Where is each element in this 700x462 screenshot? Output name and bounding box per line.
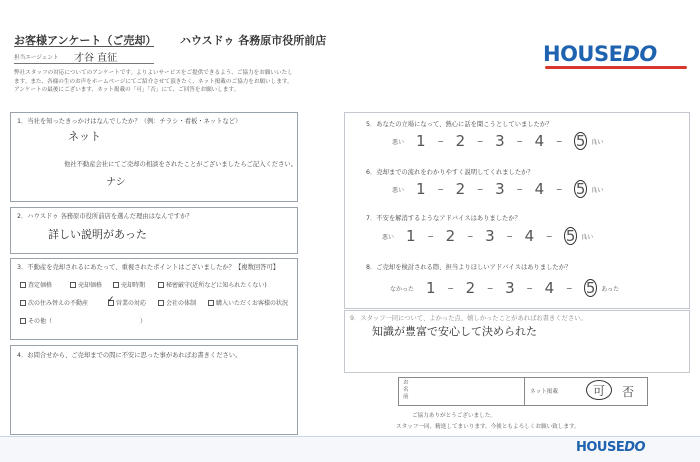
intro-line: アンケートの最後にございます、ネット掲載の「可」「否」にて、ご回答をお願いします。 [14, 87, 240, 93]
scale-option[interactable]: 2 [465, 279, 476, 297]
scale-option[interactable]: 2 [455, 132, 466, 150]
scale-option[interactable]: 4 [534, 180, 545, 198]
scale-high-label: 良い [581, 233, 594, 241]
q3-option-checked[interactable] [107, 294, 147, 307]
scale-option-selected[interactable]: 5 [585, 279, 596, 297]
scale-option[interactable]: 1 [426, 279, 436, 297]
scale-option[interactable]: 2 [445, 227, 456, 245]
thanks-line1: ご協力ありがとうございました。 [412, 413, 496, 419]
net-publish-yes[interactable]: 可 [586, 380, 612, 400]
scale-option-selected[interactable]: 5 [565, 227, 576, 245]
checkbox[interactable] [20, 318, 26, 324]
q3-option[interactable] [158, 298, 196, 307]
name-label-char: 名 [403, 387, 409, 393]
q5-scale [392, 132, 603, 150]
intro-line: 弊社スタッフの対応についてのアンケートです。よりよいサービスをご提供できるよう、ご協力をお願いいたし [14, 70, 293, 76]
q3-option-label: 売却時期 [121, 282, 146, 289]
name-label-char: 前 [403, 394, 409, 400]
scale-low-label: 悪い [392, 186, 405, 194]
q2-answer: 詳しい説明があった [48, 228, 147, 241]
q6-scale [392, 180, 603, 198]
agent-label: 担当エージェント [14, 55, 59, 61]
scale-dash: – [487, 281, 494, 295]
scale-option[interactable]: 2 [455, 180, 466, 198]
scale-dash: – [546, 229, 553, 243]
logo-part1: HOUSE [543, 42, 623, 66]
scale-option[interactable]: 3 [495, 180, 505, 198]
q1-answer: ネット [68, 130, 101, 143]
q1-question: 1．当社を知ったきっかけはなんでしたか？（例：チラシ・看板・ネットなど） [17, 118, 242, 125]
housedo-logo [543, 42, 657, 66]
scale-dash: – [556, 134, 563, 148]
q3-option-label: 秘密厳守(近所などに知られたくない) [166, 282, 267, 289]
q3-option-label: 会社の体制 [166, 300, 197, 307]
q7-scale [382, 227, 593, 245]
scale-dash: – [477, 182, 484, 196]
logo-part2: DO [624, 440, 646, 455]
agent-name: 才谷 直征 [74, 53, 118, 64]
checkbox[interactable] [70, 282, 76, 288]
scale-dash: – [437, 182, 444, 196]
q3-option-label: その他（ [28, 318, 53, 325]
scale-high-label: 良い [591, 186, 604, 194]
scale-high-label: 良い [591, 138, 604, 146]
scale-dash: – [447, 281, 454, 295]
q9-question: 9．スタッフ一同について、よかった点、嬉しかったことがあればお書きください。 [350, 315, 587, 322]
q8-scale [390, 279, 619, 297]
scale-dash: – [427, 229, 434, 243]
scale-option[interactable]: 3 [495, 132, 505, 150]
scale-dash: – [556, 182, 563, 196]
q8-question: 8．ご売却を検討される際、担当よりほしいアドバイスはありましたか？ [366, 264, 572, 271]
q7-question: 7．不安を解消するようなアドバイスはありましたか？ [366, 215, 521, 222]
checkbox[interactable] [113, 282, 119, 288]
store-name: ハウスドゥ 各務原市役所前店 [180, 34, 327, 47]
q1-sub-answer: ナシ [106, 177, 126, 188]
scale-option-selected[interactable]: 5 [575, 180, 586, 198]
q3-question: 3．不動産を売却されるにあたって、重視されたポイントはございましたか？【複数回答可】 [17, 264, 280, 271]
thanks-line2: スタッフ一同、精進してまいります。今後ともよろしくお願い致します。 [396, 424, 580, 430]
checkbox[interactable] [158, 300, 164, 306]
footer-logo [576, 440, 645, 455]
scale-dash: – [467, 229, 474, 243]
scale-dash: – [437, 134, 444, 148]
checkbox[interactable] [20, 300, 26, 306]
name-label-char: お [403, 380, 409, 386]
agent-underline [14, 63, 154, 64]
scale-option[interactable]: 1 [416, 132, 426, 150]
q3-option[interactable] [20, 298, 88, 307]
scale-option[interactable]: 1 [416, 180, 426, 198]
scale-option[interactable]: 4 [544, 279, 555, 297]
net-publish-no[interactable]: 否 [622, 385, 635, 399]
scale-option[interactable]: 4 [534, 132, 545, 150]
q3-option-label: 次の住み替えの不動産 [28, 300, 89, 307]
scale-low-label: 悪い [392, 138, 405, 146]
scale-option[interactable]: 3 [485, 227, 495, 245]
q3-option-label: 査定価格 [28, 282, 53, 289]
logo-part1: HOUSE [576, 440, 625, 455]
intro-line: ます。また、各様の生のお声をホームページにてご紹介させて頂きたく、ネット掲載のご協力をお願いします。 [14, 78, 293, 85]
q3-option[interactable] [208, 298, 288, 307]
scale-high-label: あった [601, 285, 620, 293]
scale-dash: – [526, 281, 533, 295]
q3-option-label: 売却価格 [78, 282, 103, 289]
q2-question: 2．ハウスドゥ 各務原市役所前店を選んだ理由はなんですか？ [17, 213, 193, 220]
q1-box [10, 112, 298, 202]
scale-option[interactable]: 1 [406, 227, 416, 245]
q3-option-label: 購入いただくお客様の状況 [216, 300, 289, 307]
scale-dash: – [477, 134, 484, 148]
q3-option[interactable] [20, 280, 52, 289]
name-label [403, 380, 409, 401]
q9-answer: 知識が豊富で安心して決められた [372, 325, 537, 338]
scale-option-selected[interactable]: 5 [575, 132, 586, 150]
q3-option-label: 営業の対応 [116, 300, 147, 307]
footer-line [0, 436, 700, 437]
q3-option[interactable] [158, 280, 267, 289]
q5-question: 5．あなたの立場になって、熱心に話を聞こうとしていましたか？ [366, 121, 553, 128]
q3-option[interactable] [113, 280, 145, 289]
scale-dash: – [566, 281, 573, 295]
checkbox-checked[interactable] [107, 294, 115, 306]
check-mark-icon: ✓ [107, 294, 115, 305]
survey-title: お客様アンケート（ご売却） [14, 34, 157, 47]
scale-option[interactable]: 3 [505, 279, 515, 297]
scale-low-label: なかった [390, 285, 415, 293]
title-underline [14, 46, 154, 47]
q1-sub-question: 他社不動産会社にてご売却の相談をされたことがございましたらご記入ください。 [64, 161, 297, 168]
checkbox[interactable] [158, 282, 164, 288]
checkbox[interactable] [208, 300, 214, 306]
q4-question: 4．お問合せから、ご売却までの間に不安に思った事があればお書きください。 [17, 352, 242, 359]
q6-question: 6．売却までの流れをわかりやすく説明してくれましたか？ [366, 169, 534, 176]
logo-swoosh [545, 66, 687, 69]
scale-option[interactable]: 4 [524, 227, 535, 245]
name-box[interactable] [398, 377, 525, 406]
intro-text [14, 69, 314, 95]
q3-option[interactable] [20, 316, 52, 325]
q3-option[interactable] [70, 280, 102, 289]
net-publish-label: ネット掲載 [530, 389, 558, 395]
scale-dash: – [516, 182, 523, 196]
scale-low-label: 悪い [382, 233, 395, 241]
q3-other-close: ） [140, 318, 147, 325]
checkbox[interactable] [20, 282, 26, 288]
logo-part2: DO [622, 42, 657, 66]
scale-dash: – [516, 134, 523, 148]
scale-dash: – [506, 229, 513, 243]
